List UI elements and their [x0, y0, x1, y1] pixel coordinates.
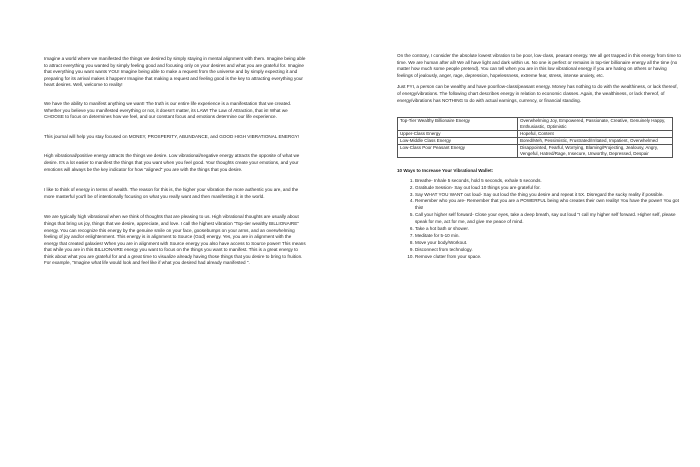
- energy-level: Upper-Class Energy: [398, 131, 518, 138]
- table-row: [398, 145, 673, 158]
- table-row: [398, 118, 673, 131]
- energy-description: Overwhelming Joy, Empowered, Passionate, Creative, Genuinely Happy, Enthusiastic, Optimistic: [518, 118, 673, 131]
- right-page: [397, 53, 681, 261]
- left-page: [44, 56, 306, 267]
- list-item: 1. Breathe- Inhale 5 seconds, hold 5 seconds, exhale 5 seconds.: [415, 178, 681, 185]
- list-item: 5. Call your higher self forward- Close your eyes, take a deep breath, say out loud "I call my higher self forward. Higher self, please speak for me, act for me, and give me peace of mind.: [415, 212, 681, 226]
- list-item: 2. Gratitude Session- Say out loud 10 things you are grateful for.: [415, 185, 681, 192]
- paragraph: I like to think of energy in terms of wealth. The reason for this is, the higher your vibration the more authentic you are, and the more masterful you'll be of intentionally focusing on what you really want and then manifesting it in the world.: [44, 187, 299, 199]
- table-row: [398, 138, 673, 145]
- list-item: 7. Meditate for 5-10 min.: [415, 233, 681, 240]
- tips-list: [397, 178, 681, 261]
- list-item: 3. Say WHAT YOU WANT out loud- Say out loud the thing you desire and repeat it 5X. Disregard the sucky reality if possible.: [415, 192, 681, 199]
- paragraph: This journal will help you stay focused on MONEY, PROSPERITY, ABUNDANCE, and GOOD HIGH VIBRATIONAL ENERGY!: [44, 133, 300, 139]
- paragraph: High vibrational/positive energy attracts the things we desire. Low vibrational/negative energy attracts the opposite of what we desire. It's a lot easier to manifest the things that you want when you feel good. Your thoughts create your emotions, and your emotions will always be the key indicator for how "aligned" you are with the things that you desire.: [44, 153, 300, 172]
- list-item: 4. Remember who you are- Remember that you are a POWERFUL being who creates their own reality! You have the power! You got this!: [415, 198, 681, 212]
- paragraph: On the contrary, I consider the absolute lowest vibration to be poor, low-class, peasant energy. We all get trapped in this energy from time to time. We are human after all! We all have light and dark within us. No one is perfect or remains in top-tier billionaire energy all the time (no matter how much some people pretend). You can tell when you are in this low vibrational energy if you are hating on others or having feelings of jealously, anger, rage, depression, hopelessness, extreme fear, stress, intense anxiety, etc.: [397, 53, 681, 78]
- energy-level: Top-Tier Wealthy Billionaire Energy: [398, 118, 518, 131]
- energy-description: Hopeful, Content: [518, 131, 673, 138]
- energy-table: [397, 117, 673, 158]
- list-item: 8. Move your body/Workout.: [415, 240, 681, 247]
- energy-level: Low-Class Poor Peasant Energy: [398, 145, 518, 158]
- energy-description: Bored/Meh, Pessimistic, Frustrated/Irritated, Impatient, Overwhelmed: [518, 138, 673, 145]
- energy-level: Low-Middle Class Energy: [398, 138, 518, 145]
- paragraph: Imagine a world where we manifested the things we desired by simply staying in mental alignment with them. Imagine being able to attract everything you wanted by simply feeling good and focusing only on your desires and what you are grateful for. Imagine that everything you want wants YOU! Imagine being able to make a request from the universe and by simply expecting it and preparing for its arrival makes it happen! Imagine that making a request and feeling good is the key to attracting everything your heart desires. Well, welcome to reality!: [44, 56, 306, 88]
- paragraph: We are typically high vibrational when we think of thoughts that are pleasing to us. High vibrational thoughts are usually about things that bring us joy, things that we desire, appreciate, and love. I call the highest vibration "Top-tier wealthy BILLIONAIRE" energy. You can recognize this energy by the genuine smile on your face, goosebumps on your arms, and an overwhelming feeling of joy and/or enlightenment. This energy is in alignment to Source (God) energy. Yes, you are in alignment with the energy that created galaxies! When you are in alignment with Source energy you also have access to Source power! This means that while you are in this BILLIONAIRE energy you want to focus on the things you want to manifest. This is a great energy to think about what you are grateful for and a great time to visualize already having those things that you desire to bring to fruition. For example, "Imagine what life would look and feel like if what you desired had already manifested ".: [44, 214, 306, 266]
- list-item: 9. Disconnect from technology.: [415, 247, 681, 254]
- paragraph: We have the ability to manifest anything we want! The truth is our entire life experience is a manifestation that we created. Whether you believe you manifested everything or not, it doesn't matter, its LAW! The Law of Attraction, that is! What we CHOOSE to focus on determines how we feel, and our constant focus and emotions determine our life experience.: [44, 100, 292, 120]
- table-row: [398, 131, 673, 138]
- energy-description: Disappointed, Fearful, Worrying, Blaming/Projecting, Jealousy, Angry, Vengeful, Hatred/Rage, Insecure, Unworthy, Depressed, Despair: [518, 145, 673, 158]
- list-heading: 10 Ways to Increase Your Vibrational Wallet:: [397, 168, 494, 174]
- paragraph: Just FYI, a person can be wealthy and have poor/low-class/peasant energy. Money has nothing to do with the wealthiness, or lack thereof, of energy/vibrations. The following chart describes energy in relation to economic classes. Again, the wealthiness, or lack thereof, of energy/vibrations has NOTHING to do with actual earnings, currency, or financial standing.: [397, 84, 678, 103]
- list-item: 6. Take a hot bath or shower.: [415, 226, 681, 233]
- list-item: 10. Remove clutter from your space.: [415, 254, 681, 261]
